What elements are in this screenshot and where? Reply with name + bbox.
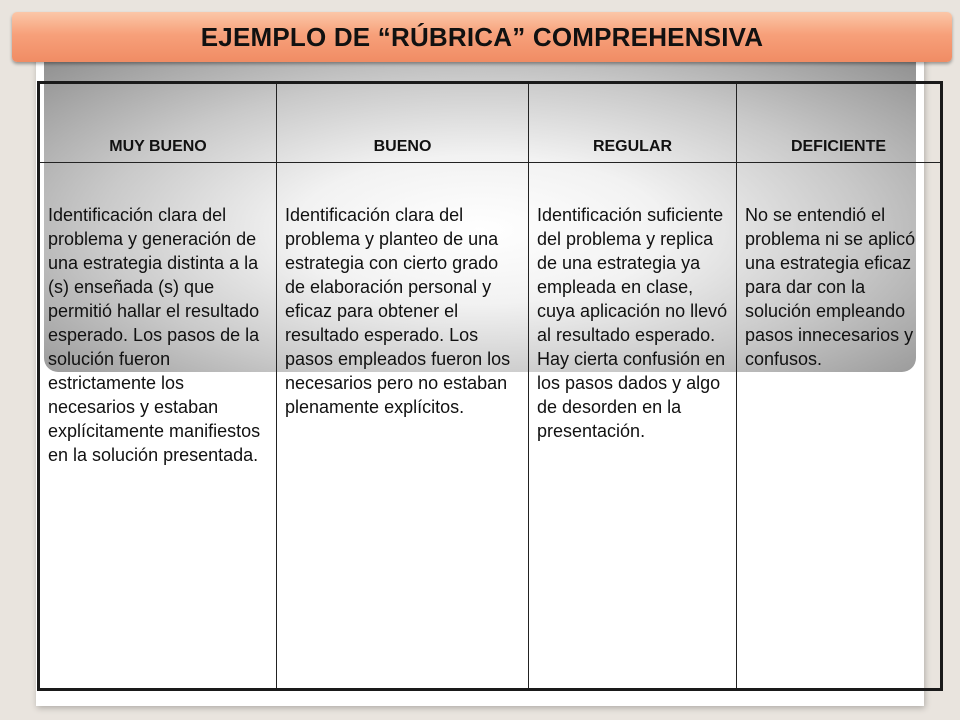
header-deficiente: DEFICIENTE	[737, 83, 942, 163]
title-banner	[12, 12, 952, 62]
cell-regular: Identificación suficiente del problema y replica de una estrategia ya empleada en clase, cuya aplicación no llevó al resultado esperado. Hay cierta confusión en los pasos dados y algo de desorden en la presentación.	[529, 163, 737, 690]
cell-bueno: Identificación clara del problema y planteo de una estrategia con cierto grado de elaboración personal y eficaz para obtener el resultado esperado. Los pasos empleados fueron los necesarios pero no estaban plenamente explícitos.	[277, 163, 529, 690]
header-regular: REGULAR	[529, 83, 737, 163]
header-bueno: BUENO	[277, 83, 529, 163]
cell-deficiente: No se entendió el problema ni se aplicó una estrategia eficaz para dar con la solución empleando pasos innecesarios y confusos.	[737, 163, 942, 690]
cell-muy-bueno: Identificación clara del problema y generación de una estrategia distinta a la (s) enseñada (s) que permitió hallar el resultado esperado. Los pasos de la solución fueron estrictamente los necesarios y estaban explícitamente manifiestos en la solución presentada.	[39, 163, 277, 690]
header-row	[39, 83, 942, 163]
header-muy-bueno: MUY BUENO	[39, 83, 277, 163]
slide-title: EJEMPLO DE “RÚBRICA” COMPREHENSIVA	[200, 21, 764, 52]
rubric-table	[37, 81, 943, 691]
table-row	[39, 163, 942, 690]
